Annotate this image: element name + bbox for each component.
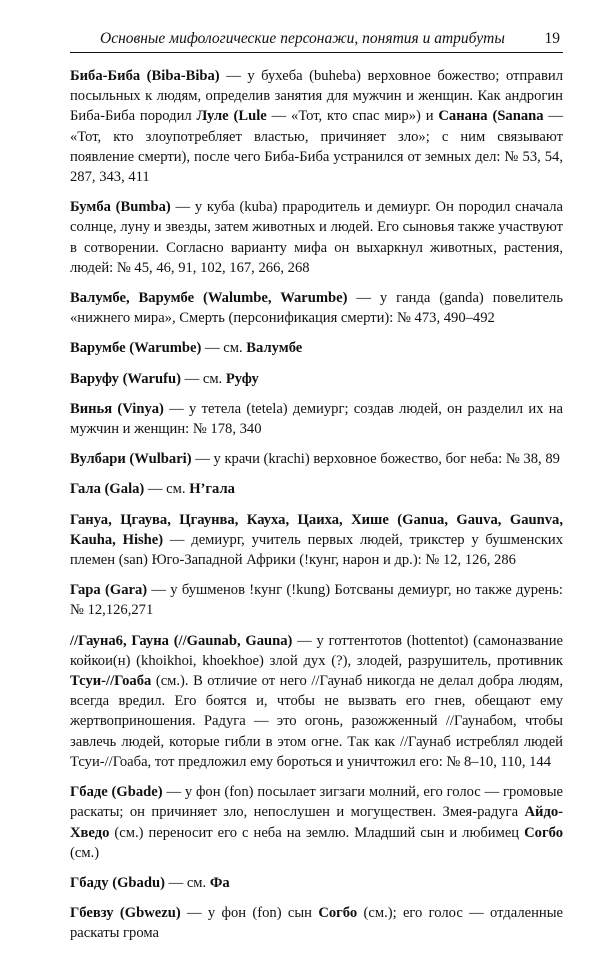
entry-gbadu [70,873,563,893]
entry-text: — у ганда (ganda) повелитель «нижнего мира», Смерть (персонификация смерти): № 473, 490–492 [70,290,563,327]
entry-headword: Бумба (Bumba) [70,199,171,216]
cross-reference: Тсуи-//Гоаба [70,673,152,690]
entry-headword: Варуфу (Warufu) [70,370,181,387]
entry-gara [70,580,563,620]
cross-reference: Фа [209,874,230,891]
entry-headword: Гбевзу (Gbwezu) [70,905,181,922]
entry-warufu [70,369,563,389]
running-head-title: Основные мифологические персонажи, понятия и атрибуты [100,30,505,47]
cross-reference: Руфу [225,370,259,387]
entry-headword: Гануа, Цгаува, Цгаунва, Кауха, Цаиха, Хише (Ganua, Gauva, Gaunva, Kauha, Hishe) [70,511,563,548]
entry-text: — «Тот, кто злоупотребляет властью, причиняет зло»; с ним связывают появление смерти), после чего Биба-Биба устранился от земных дел: № 53, 54, 287, 343, 411 [70,108,564,186]
cross-reference: Луле (Lule [196,108,267,125]
entry-text: — см. [201,340,247,357]
entry-headword: Гала (Gala) [70,481,145,498]
entry-text: — см. [180,370,226,387]
entry-biba-biba [70,66,563,187]
entry-text: — у фон (fon) сын [180,905,319,922]
entry-gbade [70,782,563,863]
cross-reference: Н’гала [189,481,235,498]
entry-text: — у куба (kuba) прародитель и демиург. Он породил сначала солнце, луну и звезды, затем животных и людей. Его сыновья также участвуют в сотворении. Согласно варианту мифа он выхаркнул животных, растения, людей: № 45, 46, 91, 102, 167, 266, 268 [70,199,564,276]
entry-text: — см. [164,874,210,891]
entry-text: (см.) [70,844,100,861]
entry-headword: Валумбе, Варумбе (Walumbe, Warumbe) [70,290,348,307]
cross-reference: Айдо-Хведо [70,804,563,841]
cross-reference: Валумбе [246,340,303,357]
entry-warumbe [70,338,563,358]
entry-walumbe [70,288,563,328]
entry-text: — у фон (fon) посылает зигзаги молний, его голос — громовые раскаты; он причиняет зло, непослушен и могуществен. Змея-радуга [70,784,564,821]
entry-headword: Вулбари (Wulbari) [70,451,192,468]
entry-ganua [70,510,563,571]
dictionary-entries [70,66,563,954]
entry-wulbari [70,449,563,469]
entry-text: — см. [144,481,190,498]
entry-headword: Варумбе (Warumbe) [70,340,202,357]
entry-headword: Гара (Gara) [70,582,148,599]
entry-text: — демиург, учитель первых людей, трикстер у бушменских племен (san) Юго-Западной Африки (!кунг, нарон и др.): № 12, 126, 286 [70,531,563,569]
entry-text: — «Тот, кто спас мир») и [266,108,439,125]
entry-bumba [70,197,563,278]
entry-vinya [70,399,563,439]
entry-gbwezu [70,903,563,943]
entry-gaunab [70,631,563,772]
running-head [70,26,563,53]
entry-headword: //Гауна6, Гауна (//Gaunab, Gauna) [70,632,293,649]
entry-headword: Биба-Биба (Biba-Biba) [70,68,220,84]
entry-headword: Гбаде (Gbade) [70,784,163,801]
cross-reference: Согбо [318,905,358,922]
entry-text: (см.) переносит его с неба на землю. Младший сын и любимец [109,824,525,841]
entry-text: (см.). В отличие от него //Гаунаб никогда не делал добра людям, всегда вредил. Его боятся и, чтобы не вызвать его гнев, обещают ему жертвоприношения. Радуга — это огонь, разожженный //Гаунабом, чтобы завлечь людей, которые гибли в этом огне. Так как //Гаунаб истреблял людей Тсуи-//Гоаба, тот предложил ему бороться и уничтожил его: № 8–10, 110, 144 [70,673,563,770]
entry-text: — у бухеба (buheba) верховное божество; отправил посыльных к людям, определив занятия для мужчин и женщин. Как андрогин Биба-Биба породил [70,68,563,125]
entry-text: — у бушменов !кунг (!kung) Ботсваны демиург, но также дурень: № 12,126,271 [70,582,563,619]
entry-headword: Гбаду (Gbadu) [70,874,165,891]
entry-text: (см.); его голос — отдаленные раскаты грома [70,905,563,942]
entry-gala [70,479,563,499]
cross-reference: Согбо [524,824,563,841]
entry-text: — у тетела (tetela) демиург; создав людей, он разделил их на мужчин и женщин: № 178, 340 [70,400,564,438]
cross-reference: Санана (Sanana [438,108,544,125]
page-number: 19 [544,30,560,47]
entry-text: — у крачи (krachi) верховное божество, бог неба: № 38, 89 [191,451,560,468]
entry-text: — у готтентотов (hottentot) (самоназвание койкои(н) (khoikhoi, khoekhoe) злой дух (?), злодей, разрушитель, противник [70,632,563,669]
entry-headword: Винья (Vinya) [70,400,164,417]
